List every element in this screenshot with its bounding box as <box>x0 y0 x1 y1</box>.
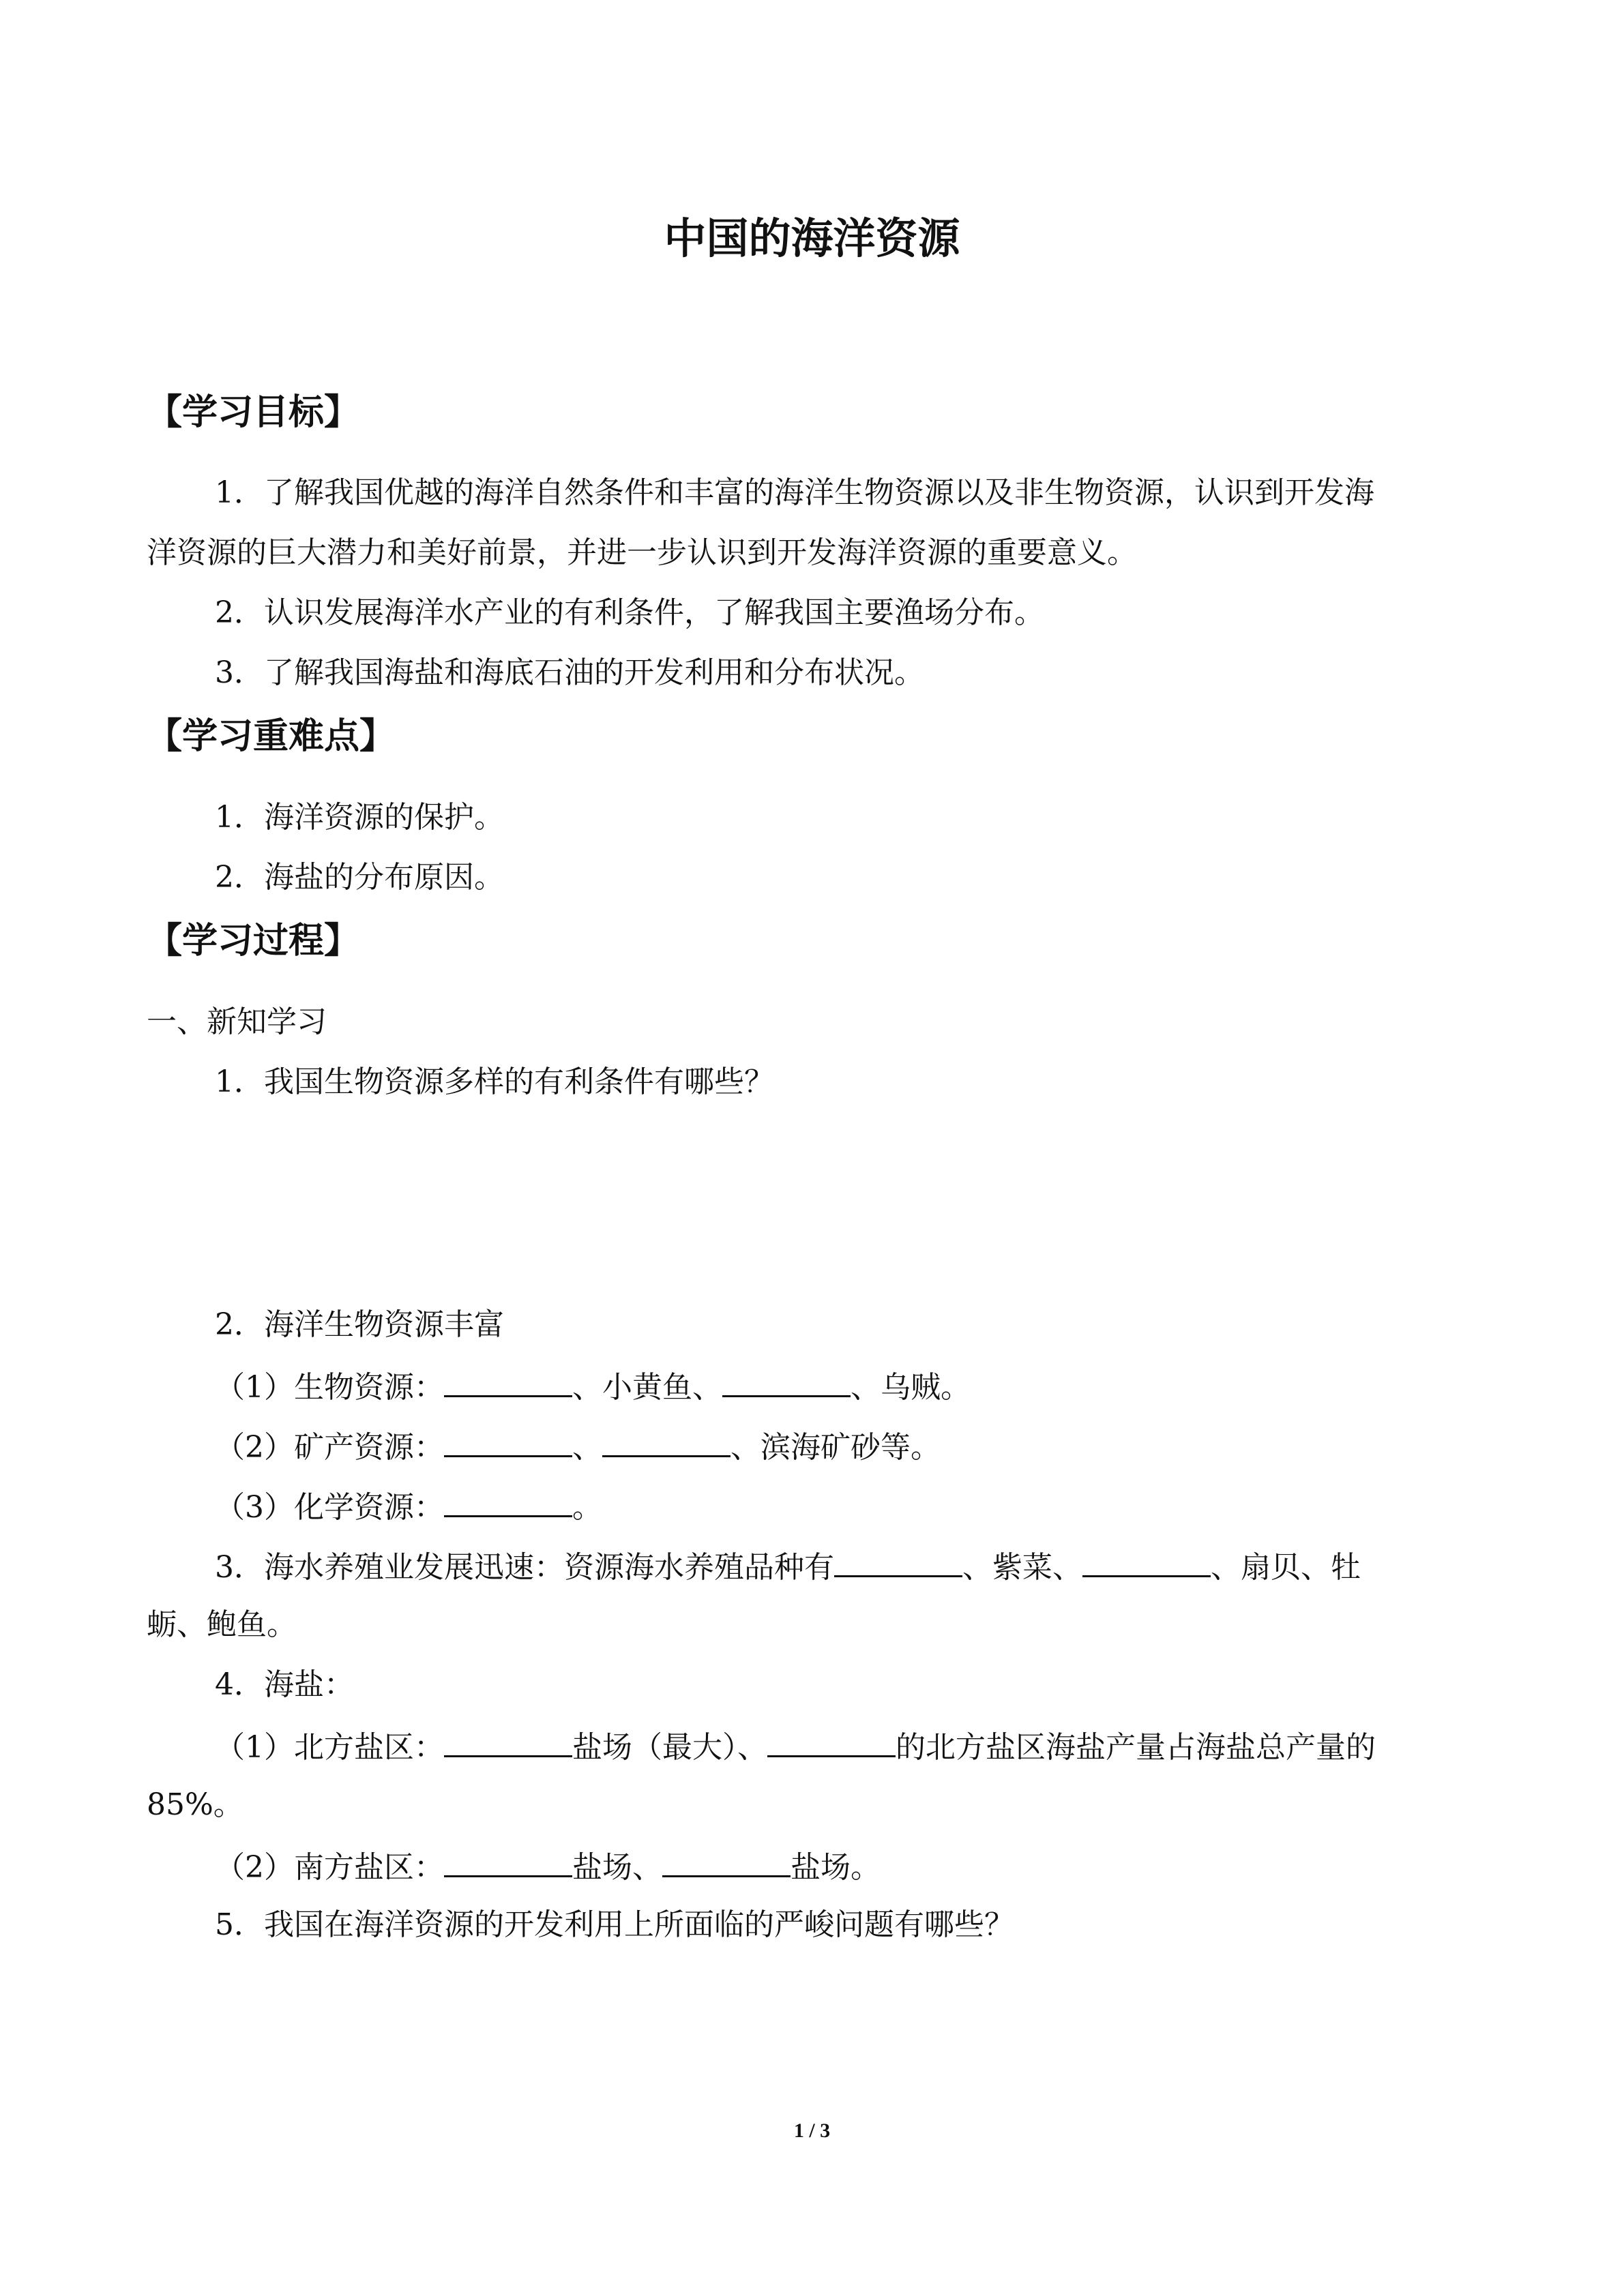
objective-1-cont: 洋资源的巨大潜力和美好前景，并进一步认识到开发海洋资源的重要意义。 <box>147 535 1137 570</box>
q3-text-b: 、紫菜、 <box>962 1550 1082 1585</box>
question-4: 4．海盐： <box>215 1667 354 1702</box>
fill-blank[interactable] <box>602 1422 730 1457</box>
question-2-1 <box>215 1362 971 1410</box>
q3-text-a: 3．海水养殖业发展迅速：资源海水养殖品种有 <box>215 1550 834 1585</box>
fill-blank[interactable] <box>767 1723 896 1757</box>
q2-1-text-a: （1）生物资源： <box>215 1370 444 1405</box>
objective-2: 2．认识发展海洋水产业的有利条件，了解我国主要渔场分布。 <box>215 595 1044 630</box>
fill-blank[interactable] <box>722 1362 851 1397</box>
q4-2-text-a: （2）南方盐区： <box>215 1850 444 1885</box>
q3-text-c: 、扇贝、牡 <box>1211 1550 1361 1585</box>
q2-1-text-c: 、乌贼。 <box>851 1370 971 1405</box>
question-4-1 <box>215 1723 1376 1770</box>
question-4-2 <box>215 1843 881 1890</box>
question-3-cont: 蛎、鲍鱼。 <box>147 1607 297 1642</box>
fill-blank[interactable] <box>444 1362 572 1397</box>
q2-1-text-b: 、小黄鱼、 <box>572 1370 722 1405</box>
q4-1-text-b: 盐场（最大）、 <box>572 1730 767 1765</box>
fill-blank[interactable] <box>444 1422 572 1457</box>
fill-blank[interactable] <box>1082 1542 1211 1577</box>
q2-2-text-c: 、滨海矿砂等。 <box>730 1430 941 1465</box>
question-1: 1．我国生物资源多样的有利条件有哪些？ <box>215 1064 774 1099</box>
question-2-2 <box>215 1422 941 1470</box>
objective-3: 3．了解我国海盐和海底石油的开发利用和分布状况。 <box>215 655 924 690</box>
fill-blank[interactable] <box>444 1843 572 1877</box>
heading-key-points: 【学习重难点】 <box>147 716 396 757</box>
fill-blank[interactable] <box>834 1542 962 1577</box>
q2-3-text-b: 。 <box>572 1490 602 1525</box>
question-2: 2．海洋生物资源丰富 <box>215 1307 504 1342</box>
question-5: 5．我国在海洋资源的开发利用上所面临的严峻问题有哪些？ <box>215 1907 1014 1942</box>
page-number: 1 / 3 <box>793 2119 831 2142</box>
part-1-label: 一、新知学习 <box>147 1004 327 1039</box>
objective-1: 1．了解我国优越的海洋自然条件和丰富的海洋生物资源以及非生物资源，认识到开发海 <box>215 475 1374 510</box>
q2-2-text-b: 、 <box>572 1430 602 1465</box>
q2-3-text-a: （3）化学资源： <box>215 1490 444 1525</box>
fill-blank[interactable] <box>662 1843 791 1877</box>
heading-process: 【学习过程】 <box>147 921 360 961</box>
q4-2-text-c: 盐场。 <box>791 1850 881 1885</box>
q4-2-text-b: 盐场、 <box>572 1850 662 1885</box>
q2-2-text-a: （2）矿产资源： <box>215 1430 444 1465</box>
question-4-1-cont: 85%。 <box>147 1787 243 1822</box>
q4-1-text-a: （1）北方盐区： <box>215 1730 444 1765</box>
page-title: 中国的海洋资源 <box>664 213 960 263</box>
fill-blank[interactable] <box>444 1723 572 1757</box>
heading-objectives: 【学习目标】 <box>147 392 360 433</box>
key-point-2: 2．海盐的分布原因。 <box>215 860 504 895</box>
question-3 <box>215 1542 1361 1590</box>
key-point-1: 1．海洋资源的保护。 <box>215 800 504 835</box>
q4-1-text-c: 的北方盐区海盐产量占海盐总产量的 <box>896 1730 1376 1765</box>
question-2-3 <box>215 1482 602 1530</box>
fill-blank[interactable] <box>444 1482 572 1517</box>
